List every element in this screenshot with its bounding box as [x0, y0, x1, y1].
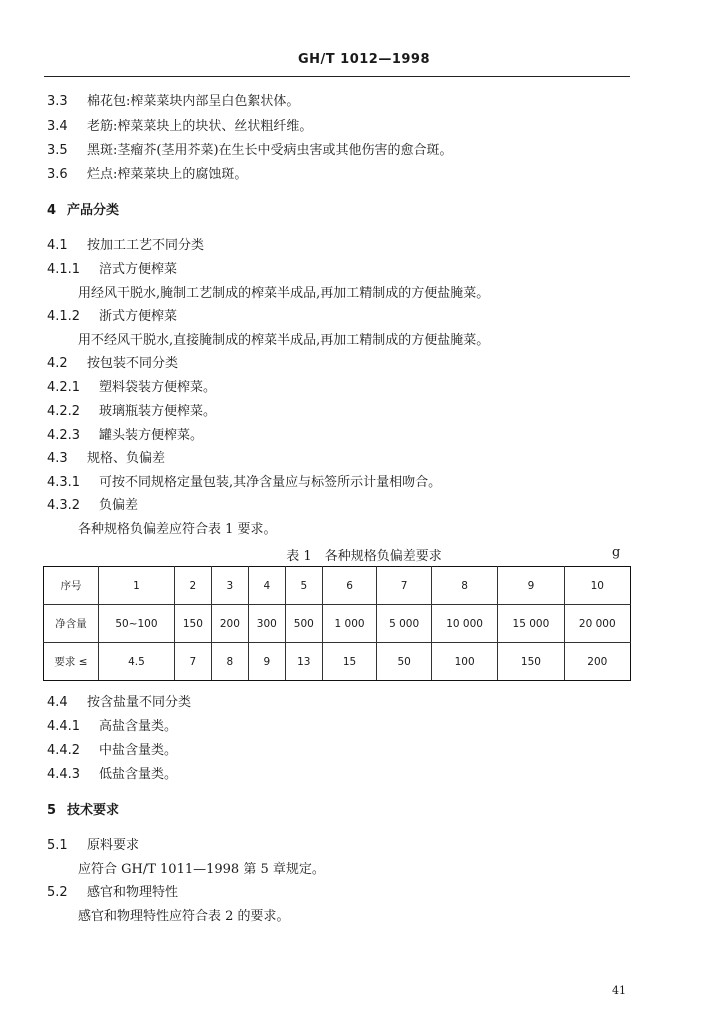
clause-text: 规格、负偏差	[87, 451, 166, 466]
clause-4-1-1	[47, 262, 177, 278]
table-cell: 9	[498, 567, 564, 605]
clause-4-4-3	[47, 767, 177, 783]
clause-4-4-1	[47, 719, 177, 735]
table-1	[43, 566, 631, 681]
table-cell: 6	[322, 567, 377, 605]
table-1-unit: g	[612, 545, 621, 560]
clause-text: 按包装不同分类	[87, 356, 179, 371]
clause-text: 黑斑:茎瘤芥(茎用芥菜)在生长中受病虫害或其他伤害的愈合斑。	[87, 143, 453, 158]
clause-4-2	[47, 356, 178, 372]
clause-number: 3.5	[47, 143, 68, 158]
table-cell: 2	[174, 567, 211, 605]
clause-text: 原料要求	[87, 838, 140, 853]
clause-number: 4.4.1	[47, 719, 81, 734]
table-cell: 15 000	[498, 605, 564, 643]
table-cell: 200	[564, 643, 630, 681]
clause-number: 3.3	[47, 94, 68, 109]
table-cell: 3	[211, 567, 248, 605]
table-cell: 50~100	[99, 605, 175, 643]
clause-text: 负偏差	[99, 498, 139, 513]
clause-text: 烂点:榨菜菜块上的腐蚀斑。	[87, 167, 248, 182]
section-number: 4	[47, 203, 57, 218]
clause-number: 4.2	[47, 356, 68, 371]
clause-number: 4.4.3	[47, 767, 81, 782]
clause-3-3	[47, 94, 299, 110]
clause-5-2-body: 感官和物理特性应符合表 2 的要求。	[78, 909, 290, 924]
table-cell: 13	[285, 643, 322, 681]
clause-text: 老筋:榨菜菜块上的块状、丝状粗纤维。	[87, 119, 313, 134]
table-row-label: 序号	[44, 567, 99, 605]
table-cell: 8	[211, 643, 248, 681]
table-row-label: 要求 ≤	[44, 643, 99, 681]
table-cell: 4	[248, 567, 285, 605]
table-cell: 5	[285, 567, 322, 605]
clause-text: 高盐含量类。	[99, 719, 178, 734]
table-row-label: 净含量	[44, 605, 99, 643]
clause-number: 5.2	[47, 885, 68, 900]
table-cell: 15	[322, 643, 377, 681]
clause-text: 浙式方便榨菜	[99, 309, 178, 324]
header-rule	[44, 76, 630, 77]
clause-4-3-2-body: 各种规格负偏差应符合表 1 要求。	[78, 522, 277, 537]
clause-text: 塑料袋装方便榨菜。	[99, 380, 217, 395]
table-cell: 50	[377, 643, 432, 681]
clause-5-1	[47, 838, 139, 854]
clause-4-1-2	[47, 309, 177, 325]
clause-number: 4.3.1	[47, 475, 81, 490]
table-cell: 20 000	[564, 605, 630, 643]
clause-number: 4.4.2	[47, 743, 81, 758]
table-cell: 7	[174, 643, 211, 681]
table-row	[44, 643, 631, 681]
page-number: 41	[612, 984, 626, 997]
clause-4-3-1	[47, 475, 441, 491]
clause-number: 4.4	[47, 695, 68, 710]
clause-number: 4.2.2	[47, 404, 81, 419]
clause-number: 4.1.2	[47, 309, 81, 324]
table-1-caption: 表 1 各种规格负偏差要求	[286, 549, 442, 564]
clause-number: 5.1	[47, 838, 68, 853]
table-cell: 1 000	[322, 605, 377, 643]
section-5-heading	[47, 803, 119, 819]
clause-number: 4.1.1	[47, 262, 81, 277]
clause-4-4	[47, 695, 191, 711]
clause-text: 玻璃瓶装方便榨菜。	[99, 404, 217, 419]
clause-number: 4.3	[47, 451, 68, 466]
clause-4-3	[47, 451, 165, 467]
clause-4-1-1-body: 用经风干脱水,腌制工艺制成的榨菜半成品,再加工精制成的方便盐腌菜。	[78, 286, 490, 301]
clause-number: 3.6	[47, 167, 68, 182]
clause-4-2-3	[47, 428, 203, 444]
section-title: 技术要求	[67, 803, 120, 818]
section-4-heading	[47, 203, 119, 219]
clause-4-4-2	[47, 743, 177, 759]
table-cell: 500	[285, 605, 322, 643]
clause-text: 棉花包:榨菜菜块内部呈白色絮状体。	[87, 94, 300, 109]
table-cell: 4.5	[99, 643, 175, 681]
clause-4-2-2	[47, 404, 216, 420]
clause-text: 感官和物理特性	[87, 885, 179, 900]
section-number: 5	[47, 803, 57, 818]
table-cell: 5 000	[377, 605, 432, 643]
table-row	[44, 567, 631, 605]
clause-text: 涪式方便榨菜	[99, 262, 178, 277]
clause-3-6	[47, 167, 247, 183]
clause-number: 4.2.3	[47, 428, 81, 443]
table-cell: 200	[211, 605, 248, 643]
standard-code-header: GH/T 1012—1998	[297, 52, 431, 67]
table-cell: 150	[498, 643, 564, 681]
clause-5-1-body: 应符合 GH/T 1011—1998 第 5 章规定。	[78, 862, 325, 877]
clause-number: 4.1	[47, 238, 68, 253]
clause-number: 4.3.2	[47, 498, 81, 513]
clause-text: 可按不同规格定量包装,其净含量应与标签所示计量相吻合。	[99, 475, 442, 490]
clause-4-3-2	[47, 498, 138, 514]
table-cell: 100	[431, 643, 497, 681]
table-cell: 150	[174, 605, 211, 643]
table-cell: 7	[377, 567, 432, 605]
clause-text: 低盐含量类。	[99, 767, 178, 782]
clause-4-1	[47, 238, 204, 254]
clause-text: 罐头装方便榨菜。	[99, 428, 204, 443]
clause-3-5	[47, 143, 453, 159]
table-cell: 8	[431, 567, 497, 605]
table-cell: 1	[99, 567, 175, 605]
clause-text: 按加工工艺不同分类	[87, 238, 205, 253]
table-cell: 10 000	[431, 605, 497, 643]
clause-4-2-1	[47, 380, 216, 396]
table-cell: 300	[248, 605, 285, 643]
clause-number: 4.2.1	[47, 380, 81, 395]
clause-text: 中盐含量类。	[99, 743, 178, 758]
clause-text: 按含盐量不同分类	[87, 695, 192, 710]
clause-3-4	[47, 119, 312, 135]
clause-number: 3.4	[47, 119, 68, 134]
clause-5-2	[47, 885, 178, 901]
table-row	[44, 605, 631, 643]
table-cell: 10	[564, 567, 630, 605]
section-title: 产品分类	[67, 203, 120, 218]
table-cell: 9	[248, 643, 285, 681]
clause-4-1-2-body: 用不经风干脱水,直接腌制成的榨菜半成品,再加工精制成的方便盐腌菜。	[78, 333, 490, 348]
